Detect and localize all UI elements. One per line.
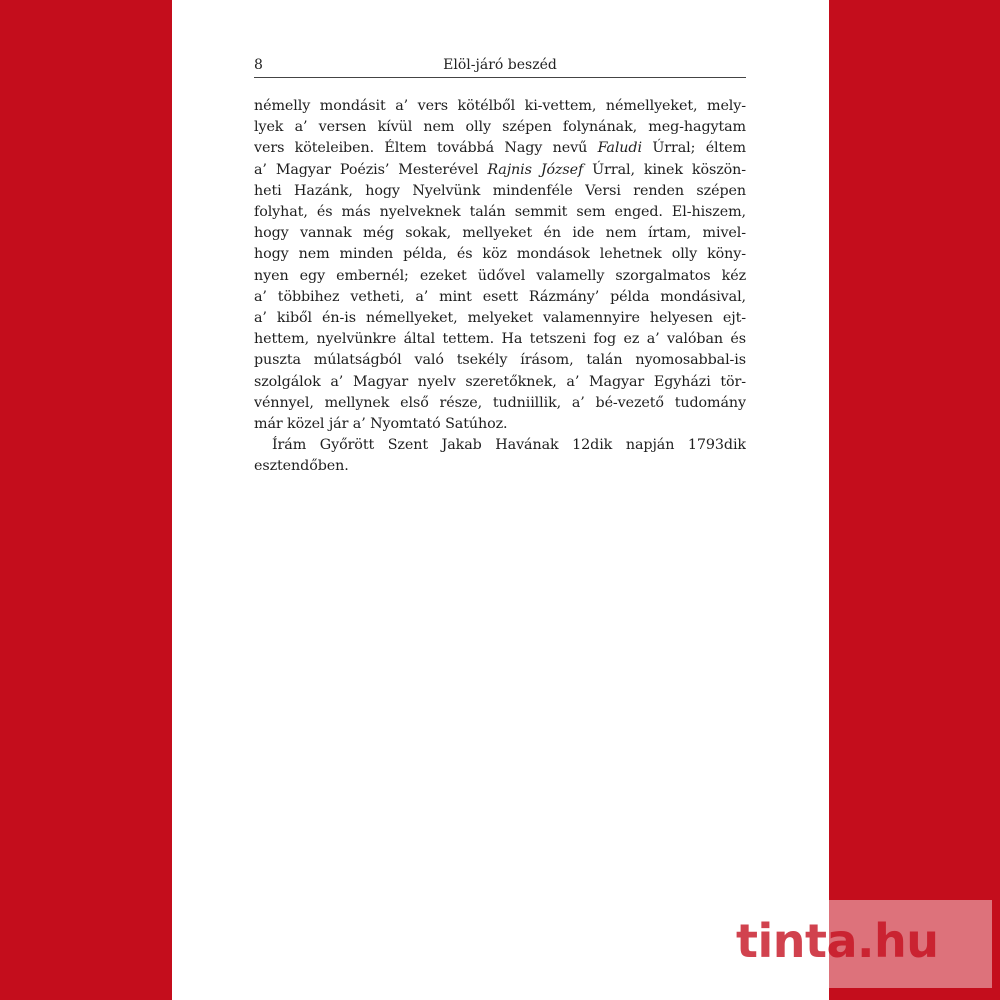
text-segment: Úrral, kinek köszön- xyxy=(592,161,746,178)
text-line: folyhat, és más nyelveknek talán semmit sem enged. El-hiszem, xyxy=(254,204,746,221)
right-red-band xyxy=(829,0,1000,1000)
italic-name-rajnis: Rajnis József xyxy=(487,161,584,178)
text-segment: Úrral; éltem xyxy=(652,140,746,157)
text-segment: a’ Magyar Poézis’ Mesterével xyxy=(254,161,479,178)
text-line: hettem, nyelvünkre által tettem. Ha tetszeni fog ez a’ valóban és xyxy=(254,331,746,348)
body-text xyxy=(254,96,746,478)
text-line: Írám Győrött Szent Jakab Havának 12dik napján 1793dik xyxy=(272,437,746,454)
text-line: nyen egy embernél; ezeket üdővel valamelly szorgalmatos kéz xyxy=(254,267,746,284)
book-page xyxy=(172,0,829,1000)
text-line: szolgálok a’ Magyar nyelv szeretőknek, a’ Magyar Egyházi tör- xyxy=(254,373,746,390)
italic-name-faludi: Faludi xyxy=(597,140,642,157)
text-line: vénnyel, mellynek első része, tudniillik, a’ bé-vezető tudomány xyxy=(254,394,746,411)
running-head xyxy=(254,53,746,78)
page-number: 8 xyxy=(254,57,263,73)
section-title: Elöl-járó beszéd xyxy=(443,57,557,73)
text-line: hogy nem minden példa, és köz mondások lehetnek olly köny- xyxy=(254,246,746,263)
watermark-box xyxy=(726,900,992,988)
text-segment: vers köteleiben. Éltem továbbá Nagy nevű xyxy=(254,140,588,157)
text-line xyxy=(254,138,746,159)
text-line: a’ többihez vetheti, a’ mint esett Rázmány’ példa mondásival, xyxy=(254,288,746,305)
text-line: lyek a’ versen kívül nem olly szépen folynának, meg-hagytam xyxy=(254,119,746,136)
watermark-logo: tinta.hu xyxy=(736,914,939,968)
text-line: már közel jár a’ Nyomtató Satúhoz. xyxy=(254,416,508,433)
text-line: puszta múlatságból való tsekély írásom, talán nyomosabbal-is xyxy=(254,352,746,369)
text-line: heti Hazánk, hogy Nyelvünk mindenféle Versi renden szépen xyxy=(254,182,746,199)
left-red-band xyxy=(0,0,172,1000)
text-line xyxy=(254,160,746,181)
text-line: a’ kiből én-is némellyeket, melyeket valamennyire helyesen ejt- xyxy=(254,310,746,327)
text-line: hogy vannak még sokak, mellyeket én ide nem írtam, mivel- xyxy=(254,225,746,242)
text-line: némelly mondásit a’ vers kötélből ki-vettem, némellyeket, mely- xyxy=(254,98,746,114)
text-line: esztendőben. xyxy=(254,458,349,475)
